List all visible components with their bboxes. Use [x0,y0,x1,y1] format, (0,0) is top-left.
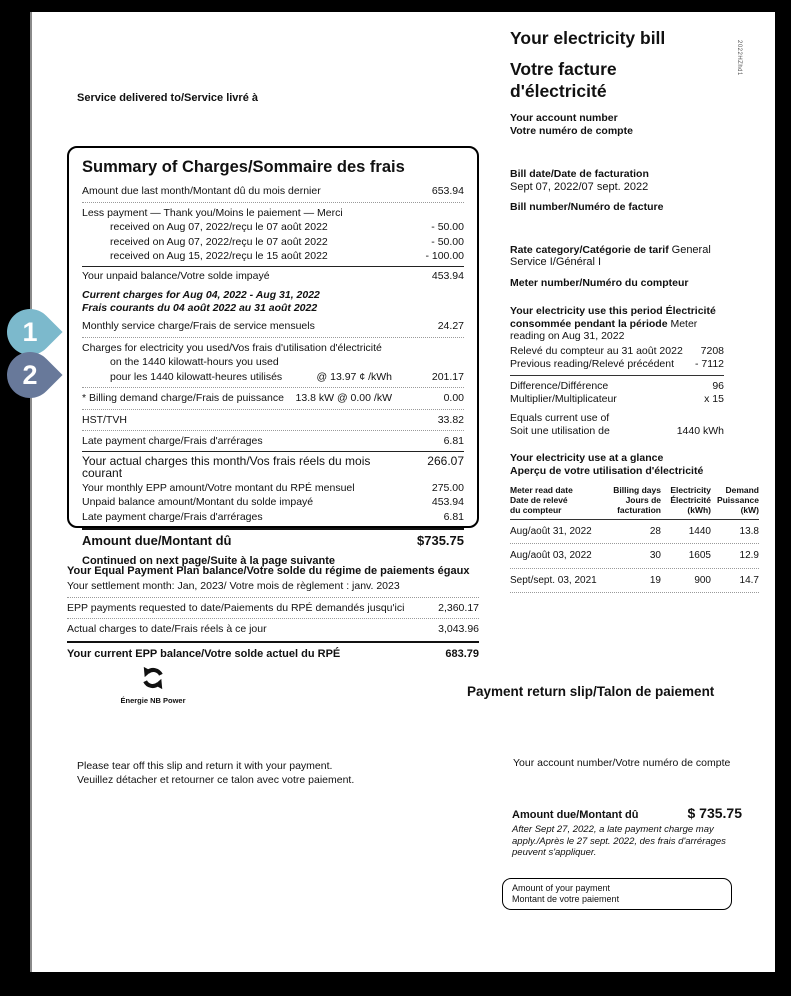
row-epp-payments-requested: EPP payments requested to date/Paiements du RPÉ demandés jusqu'ici 2,360.17 [67,601,479,614]
glance-header-row: Meter read date Date de relevé du compteur Billing days Jours de facturation Electricity Électricité (kWh) Demand Puissance (kW) [510,484,759,515]
row-actual-charges: Your actual charges this month/Vos frais réels du mois courant 266.07 [82,453,464,480]
equal-payment-plan-section [67,565,479,662]
row-settlement-month: Your settlement month: Jan, 2023/ Votre mois de règlement : janv. 2023 [67,580,400,592]
summary-title: Summary of Charges/Sommaire des frais [82,158,405,176]
dotted-separator [82,409,464,410]
solid-separator [82,451,464,452]
bill-page [30,12,775,972]
continued-note: Continued on next page/Suite à la page suivante [82,554,336,567]
bill-info-column [510,168,760,593]
bill-header [510,28,745,138]
tear-off-instructions: Please tear off this slip and return it with your payment. Veuillez détacher et retourner ce talon avec votre paiement. [77,760,355,786]
row-equals-2: Soit une utilisation de 1440 kWh [510,425,724,437]
row-amount-due: Amount due/Montant dû $735.75 [82,533,464,548]
row-less-payment-header: Less payment — Thank you/Moins le paiement — Merci [82,206,343,219]
dotted-separator [82,202,464,203]
row-current-epp-balance: Your current EPP balance/Votre solde actuel du RPÉ 683.79 [67,647,479,660]
meter-number-label: Meter number/Numéro du compteur [510,276,689,289]
row-late-payment-charge-2: Late payment charge/Frais d'arrérages 6.81 [82,510,464,523]
service-delivered-label: Service delivered to/Service livré à [77,92,259,104]
row-late-payment-charge: Late payment charge/Frais d'arrérages 6.81 [82,435,464,447]
row-previous-reading: Previous reading/Relevé précédent - 7112 [510,358,724,370]
bill-title-fr-line1: Votre facture [510,59,617,79]
epp-title: Your Equal Payment Plan balance/Votre solde du régime de paiements égaux [67,565,470,577]
dotted-separator [67,618,479,619]
glance-title: Your electricity use at a glance Aperçu de votre utilisation d'électricité [510,451,704,477]
payment-amount-box[interactable]: Amount of your payment Montant de votre paiement [502,878,732,910]
account-number-label-en: Your account number [510,112,618,124]
bill-date-label: Bill date/Date de facturation [510,168,649,180]
row-amount-due-last-month: Amount due last month/Montant dû du mois dernier 653.94 [82,185,464,197]
row-hst: HST/TVH 33.82 [82,413,464,426]
glance-row: Aug/août 03, 2022 30 1605 12.9 [510,550,759,561]
glance-row: Aug/août 31, 2022 28 1440 13.8 [510,525,759,537]
row-difference: Difference/Différence 96 [510,379,724,392]
row-equals-1: Equals current use of [510,411,610,424]
bill-title-fr-line2: d'électricité [510,81,607,101]
row-payment-received: received on Aug 07, 2022/reçu le 07 août 2022 - 50.00 [110,235,464,248]
bill-title-en: Your electricity bill [510,28,666,48]
slip-amount-due-value: $ 735.75 [687,805,742,821]
late-payment-note: After Sept 27, 2022, a late payment charge may apply./Après le 27 sept. 2022, des frais d'arrérages peuvent s'appliquer. [512,824,726,858]
dotted-separator [510,592,759,593]
slip-amount-due [512,805,742,859]
glance-row: Sept/sept. 03, 2021 19 900 14.7 [510,574,759,586]
nb-power-logo-text: Énergie NB Power [120,696,186,705]
slip-amount-due-label: Amount due/Montant dû [512,809,639,821]
payment-slip-title: Payment return slip/Talon de paiement [467,684,715,699]
sum-line [510,375,724,376]
dotted-separator [67,597,479,598]
callout-marker-1[interactable]: 1 [0,299,63,364]
row-multiplier: Multiplier/Multiplicateur x 15 [510,393,724,405]
row-electricity-charges: Charges for electricity you used/Vos frais d'utilisation d'électricité [82,341,382,354]
bill-title-fr [510,58,745,102]
row-payment-received: received on Aug 15, 2022/reçu le 15 août 2022 - 100.00 [110,250,464,262]
thick-separator [82,528,464,530]
nb-power-logo-icon [141,677,165,694]
row-unpaid-balance: Your unpaid balance/Votre solde impayé 453.94 [82,269,464,282]
use-period-heading: Your electricity use this period Électricité consommée pendant la période Meter reading on Aug 31, 2022 [510,305,716,342]
row-electricity-charges-sub1: on the 1440 kilowatt-hours you used [110,356,279,368]
solid-separator [82,266,464,267]
bill-date-value: Sept 07, 2022/07 sept. 2022 [510,180,649,193]
row-payment-received: received on Aug 07, 2022/reçu le 07 août 2022 - 50.00 [110,221,464,233]
nb-power-logo [98,666,208,705]
account-number-label [510,112,745,138]
row-billing-demand-charge: * Billing demand charge/Frais de puissance 13.8 kW @ 0.00 /kW 0.00 [82,392,464,404]
row-monthly-epp-amount: Your monthly EPP amount/Votre montant du RPÉ mensuel 275.00 [82,481,464,494]
bill-number-label: Bill number/Numéro de facture [510,201,664,213]
use-at-a-glance-table [510,452,759,594]
current-charges-heading: Current charges for Aug 04, 2022 - Aug 31, 2022 Frais courants du 04 août 2022 au 31 août 2022 [82,289,320,314]
thick-separator [67,641,479,643]
rate-category-line2: Service I/Général I [510,256,602,268]
dotted-separator [82,337,464,338]
dotted-separator [82,387,464,388]
slip-account-number-label: Your account number/Votre numéro de compte [513,757,731,769]
row-electricity-charges-sub2: pour les 1440 kilowatt-heures utilisés @ 13.97 ¢ /kWh 201.17 [110,370,464,383]
callout-marker-2[interactable]: 2 [0,342,63,407]
row-actual-charges-to-date: Actual charges to date/Frais réels à ce jour 3,043.96 [67,623,479,635]
row-unpaid-balance-amount: Unpaid balance amount/Montant du solde impayé 453.94 [82,496,464,508]
row-meter-reading: Relevé du compteur au 31 août 2022 7208 [510,344,724,357]
rate-category: Rate category/Catégorie de tarif General Service I/Général I [510,244,760,269]
row-monthly-service-charge: Monthly service charge/Frais de service mensuels 24.27 [82,320,464,332]
dotted-separator [82,430,464,431]
summary-of-charges-box [67,146,479,567]
account-number-label-fr: Votre numéro de compte [510,125,633,137]
electricity-use-this-period [510,305,724,438]
form-code: 2022HZhd1 [736,40,742,76]
